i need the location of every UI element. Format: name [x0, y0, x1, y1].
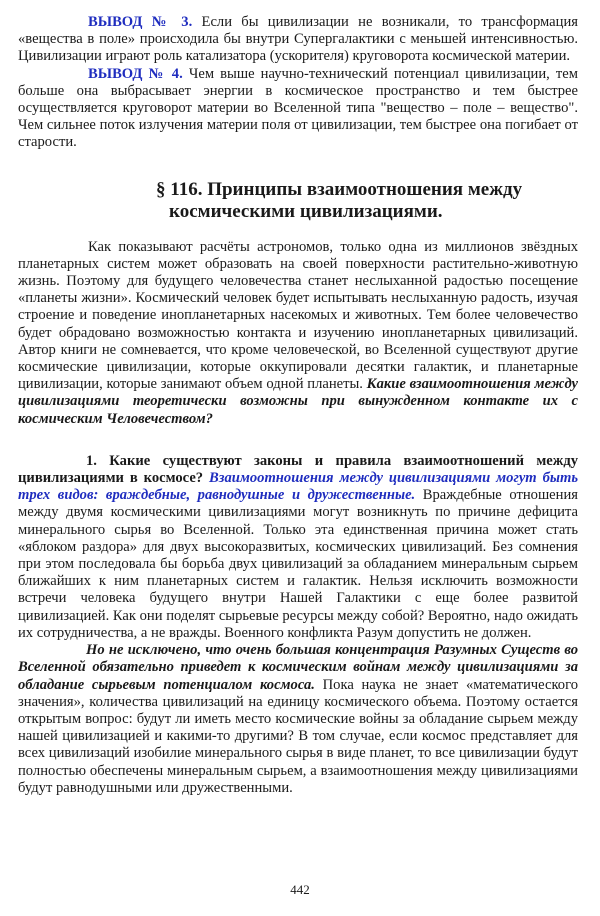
intro-paragraph-text: Как показывают расчёты астрономов, только одна из миллионов звёздных планетарных систем может образовать на своей поверхности растительно-животную жизнь. Поэтому для будущего человечества станет неслыханной радостью посещение «планеты жизни». Космический человек будет испытывать неслыханную радость, изучая строение и поведение инопланетарных насекомых и животных. Тем более человечество будет обрадовано возможностью контакта и изучению инопланетарных цивилизаций. Автор книги не сомневается, что кроме человеческой, во Вселенной существуют другие космические цивилизации, которые оккупировали десятки галактик, и планетарные цивилизации, которые занимают объем одной планеты.	[18, 238, 578, 393]
conclusion-3-label: ВЫВОД № 3.	[88, 14, 193, 30]
section-heading-line-2: космическими цивилизациями.	[169, 200, 443, 222]
conclusion-4-label: ВЫВОД № 4.	[88, 65, 183, 82]
conclusion-4-paragraph	[18, 66, 578, 152]
intro-paragraph-question: Какие взаимоотношения между цивилизациями теоретически возможны при вынужденном контакте их с космическим Человечеством?	[18, 376, 578, 427]
conclusion-3-paragraph	[18, 14, 578, 66]
conclusion-4-text: Чем выше научно-технический потенциал цивилизации, тем больше она выбрасывает энергии в космическое пространство и тем быстрее осуществляется круговорот материи во Вселенной типа "вещество – поле – вещество". Чем сильнее поток излучения материи поля от цивилизации, тем быстрее она погибает от старости.	[18, 65, 578, 151]
question-1-body: Враждебные отношения между двумя космическими цивилизациями могут возникнуть по причине дефицита минерального сырья во Вселенной. Только эта единственная причина может стать «яблоком раздора» для двух высокоразвитых, космических цивилизаций. Без сомнения при этом последовала бы борьба двух цивилизаций за обладанием минеральным сырьем ближайших к ним планетарных систем и галактик. Нельзя исключить возможности встречи человека будущего внутри Нашей Галактики с еще более развитой цивилизацией. Как они поделят сырьевые ресурсы между собой? Вероятно, надо ожидать их сотрудничества, а не вражды. Военного конфликта Разум допустить не должен.	[18, 487, 578, 641]
intro-paragraph	[18, 239, 578, 428]
question-1-answer: Взаимоотношения между цивилизациями могут быть трех видов: враждебные, равнодушные и дружественные.	[18, 470, 578, 504]
war-paragraph	[18, 642, 578, 797]
section-heading-line-1: § 116. Принципы взаимоотношения между	[156, 178, 523, 200]
question-1-paragraph	[18, 453, 578, 642]
page-number: 442	[290, 882, 310, 897]
conclusion-3-text: Если бы цивилизации не возникали, то трансформация «вещества в поле» происходила бы внутри Супергалактики с меньшей интенсивностью. Цивилизации играют роль катализатора (ускорителя) круговорота космической материи.	[18, 14, 578, 65]
war-paragraph-text: Пока наука не знает «математического значения», количества цивилизаций на единицу космического объема. Поэтому остается открытым вопрос: будут ли иметь место космические войны за обладание сырьем между нашей цивилизацией и какими-то другими? В том случае, если космос представляет для всех цивилизаций изобилие минерального сырья в виде планет, то все цивилизации будут полностью обеспечены минеральным сырьем, а взаимоотношения между цивилизациями будут равнодушными или дружественными.	[18, 676, 579, 796]
section-heading	[18, 179, 578, 223]
war-paragraph-bold: Но не исключено, что очень большая концентрация Разумных Существ во Вселенной обязательно приведет к космическим войнам между цивилизациями за обладание сырьевым потенциалом космоса.	[18, 642, 578, 693]
question-1-text: 1. Какие существуют законы и правила взаимоотношений между цивилизациями в космосе?	[18, 452, 578, 487]
